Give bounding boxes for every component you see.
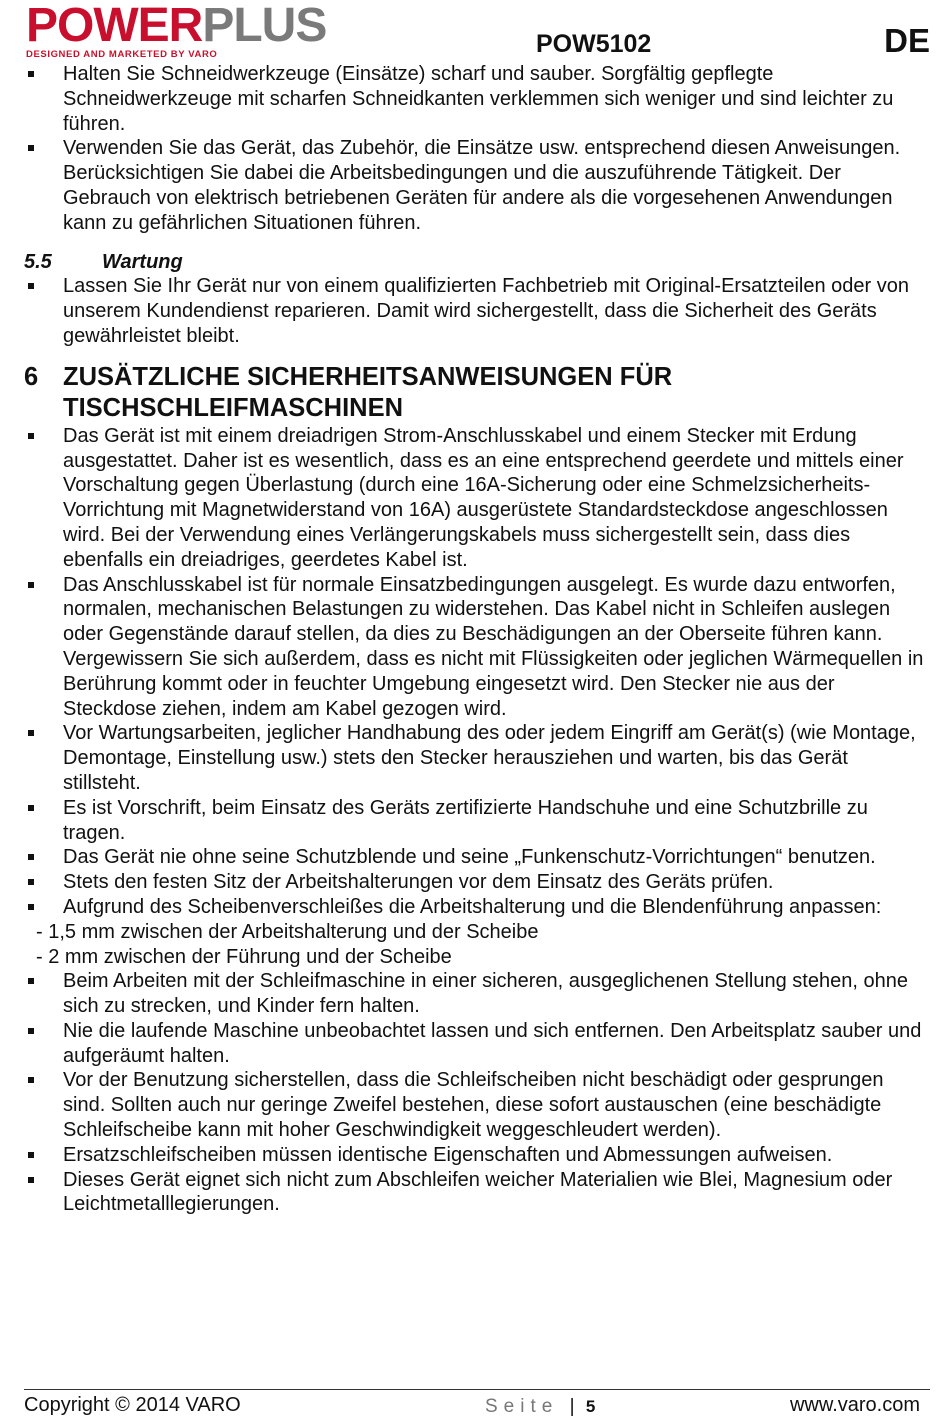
- dash-item: - 2 mm zwischen der Führung und der Scheibe: [36, 945, 452, 968]
- page-separator: |: [569, 1396, 575, 1417]
- list-item: Ersatzschleifscheiben müssen identische Eigenschaften und Abmessungen aufweisen.: [24, 1143, 924, 1168]
- language-code: DE: [884, 22, 930, 59]
- logo-wordmark: [26, 0, 390, 52]
- list-item: Das Gerät ist mit einem dreiadrigen Strom-Anschlusskabel und einem Stecker mit Erdung ausgestattet. Daher ist es wesentlich, dass es an eine entsprechend geerdete und mittels einer Vorschaltung gegen Überlastung (durch eine 16A-Sicherung oder eine Schmelzsicherheits-Vorrichtung mit Magnetwiderstand von 16A) ausgerüstete Standardsteckdose angeschlossen wird. Bei der Verwendung eines Verlängerungskabels muss sichergestellt sein, dass dies ebenfalls ein dreiadriges, geerdetes Kabel ist.: [24, 424, 924, 573]
- logo-text-red: POWER: [26, 0, 203, 52]
- list-item: Das Gerät nie ohne seine Schutzblende und seine „Funkenschutz-Vorrichtungen“ benutzen.: [24, 845, 924, 870]
- page-indicator: [485, 1396, 595, 1418]
- copyright-text: Copyright © 2014 VARO: [24, 1394, 241, 1416]
- section-heading-6: [24, 362, 924, 424]
- list-item: Es ist Vorschrift, beim Einsatz des Geräts zertifizierte Handschuhe und eine Schutzbrille zu tragen.: [24, 796, 924, 846]
- list-item: Dieses Gerät eignet sich nicht zum Abschleifen weicher Materialien wie Blei, Magnesium oder Leichtmetalllegierungen.: [24, 1168, 924, 1218]
- model-number: POW5102: [536, 30, 652, 58]
- page-number: 5: [585, 1397, 596, 1416]
- list-item: Lassen Sie Ihr Gerät nur von einem qualifizierten Fachbetrieb mit Original-Ersatzteilen oder von unserem Kundendienst reparieren. Damit wird sichergestellt, dass die Sicherheit des Geräts gewährleistet bleibt.: [24, 274, 924, 348]
- list-item: Verwenden Sie das Gerät, das Zubehör, die Einsätze usw. entsprechend diesen Anweisungen. Berücksichtigen Sie dabei die Arbeitsbedingungen und die auszuführende Tätigkeit. Der Gebrauch von elektrisch betriebenen Geräten für andere als die vorgesehenen Anwendungen kann zu gefährlichen Situationen führen.: [24, 136, 924, 235]
- footer-divider: [24, 1389, 930, 1390]
- list-item: Stets den festen Sitz der Arbeitshalterungen vor dem Einsatz des Geräts prüfen.: [24, 870, 924, 895]
- logo-text-grey: PLUS: [202, 0, 327, 52]
- intro-list: [24, 62, 924, 236]
- list-item: Vor Wartungsarbeiten, jeglicher Handhabung des oder jedem Eingriff am Gerät(s) (wie Montage, Demontage, Einstellung usw.) stets den Stecker herausziehen und warten, bis das Gerät stillsteht.: [24, 721, 924, 795]
- page-header: [0, 0, 950, 62]
- page-content: [24, 62, 924, 1217]
- section-number: 6: [24, 362, 39, 391]
- section-heading-5-5: [24, 250, 924, 275]
- section-number: 5.5: [24, 250, 52, 273]
- list-item: Beim Arbeiten mit der Schleifmaschine in einer sicheren, ausgeglichenen Stellung stehen, ohne sich zu strecken, und Kinder fern halten.: [24, 969, 924, 1019]
- section-title: Wartung: [102, 250, 183, 273]
- powerplus-logo: [26, 0, 390, 60]
- list-item: Halten Sie Schneidwerkzeuge (Einsätze) scharf und sauber. Sorgfältig gepflegte Schneidwerkzeuge mit scharfen Schneidkanten verklemmen sich weniger und sind leichter zu führen.: [24, 62, 924, 136]
- list-item: Aufgrund des Scheibenverschleißes die Arbeitshalterung und die Blendenführung anpassen:: [24, 895, 924, 920]
- list-item: Das Anschlusskabel ist für normale Einsatzbedingungen ausgelegt. Es wurde dazu entworfen, normalen, mechanischen Belastungen zu widerstehen. Das Kabel nicht in Schleifen auslegen oder Gegenstände darauf stellen, da dies zu Beschädigungen an der Oberseite führen kann. Vergewissern Sie sich außerdem, dass es nicht mit Flüssigkeiten oder jeglichen Wärmequellen in Berührung kommt oder in feuchter Umgebung eingesetzt wird. Den Stecker nie aus der Steckdose ziehen, indem am Kabel gezogen wird.: [24, 573, 924, 722]
- safety-list: [24, 424, 924, 1218]
- page-label: Seite: [485, 1396, 559, 1417]
- maintenance-list: [24, 274, 924, 348]
- section-title: ZUSÄTZLICHE SICHERHEITSANWEISUNGEN FÜR TISCHSCHLEIFMASCHINEN: [63, 362, 673, 422]
- logo-tagline: DESIGNED AND MARKETED BY VARO: [26, 49, 218, 60]
- list-item: Vor der Benutzung sicherstellen, dass die Schleifscheiben nicht beschädigt oder gesprungen sind. Sollten auch nur geringe Zweifel bestehen, diese sofort austauschen (eine beschädigte Schleifscheibe kann mit hoher Geschwindigkeit weggeschleudert werden).: [24, 1068, 924, 1142]
- website-url: www.varo.com: [789, 1394, 920, 1416]
- list-item: Nie die laufende Maschine unbeobachtet lassen und sich entfernen. Den Arbeitsplatz sauber und aufgeräumt halten.: [24, 1019, 924, 1069]
- page-footer: [24, 1394, 920, 1420]
- dash-item: - 1,5 mm zwischen der Arbeitshalterung und der Scheibe: [36, 920, 539, 943]
